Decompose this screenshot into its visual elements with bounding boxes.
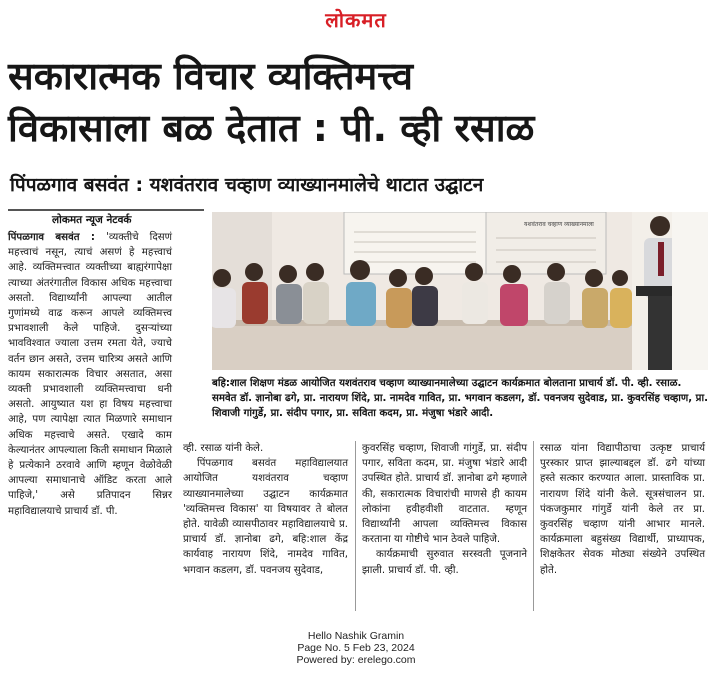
col1-text: 'व्यक्तीचे दिसणं महत्त्वाचं नसून, त्याचं असणं हे महत्त्वाचं आहे. व्यक्तिमत्त्वात व्यक्तीच्या बाह्यरंगापेक्षा त्याच्या अंतरंगातील विकास अधिक महत्त्वाचा असतो. विद्यार्थ्यांनी आपल्या आतील गुणांमध्ये वाढ करून आपले व्यक्तिमत्त्व प्रभावशाली केले पाहिजे. दुसऱ्यांच्या भावविश्वात ज्याला उत्तम रमता येते, ज्याचे वर्तन छान असते, उत्तम चारित्र्य असते आणि कायम सकारात्मक विचार असतात, असा व्यक्ती प्रभावशाली व्यक्तिमत्त्वाचा धनी असतो. आयुष्यात यश हा विषय महत्त्वाचा आहे, पण त्यापेक्षा त्यात मिळणारे समाधान अधिक महत्त्वाचे असते. एखादे काम केल्यानंतर आपल्याला किती समाधान मिळाले हे प्रत्येकाने ठरवावे आणि म्हणून वेळोवेळी आपल्या समाधानाचे ऑडिट करता आले पाहिजे,' असे प्रतिपादन सिन्नर महाविद्यालयाचे प्राचार्य डॉ. पी. [8, 232, 172, 517]
masthead-logo: लोकमत [325, 8, 387, 32]
article-column-1 [8, 230, 172, 519]
article-column-2 [183, 441, 348, 578]
article-column-4 [540, 441, 705, 578]
col2-paragraph-1: व्ही. रसाळ यांनी केले. [183, 443, 264, 454]
column-divider [533, 441, 534, 611]
col3-paragraph-1: कुवरसिंह चव्हाण, शिवाजी गांगुर्डे, प्रा. संदीप पगार, सविता कदम, प्रा. मंजुषा भंडारे आदी उपस्थित होते. प्राचार्य डॉ. ज्ञानोबा ढगे म्हणाले की, सकारात्मक विचारांची माणसे ही कायम लोकांना हवीहवीशी वाटतात. म्हणून विद्यार्थ्यांनी आपला व्यक्तिमत्त्व विकास करताना या गोष्टीचे भान ठेवले पाहिजे. [362, 443, 527, 546]
footer-page-date: Page No. 5 Feb 23, 2024 [297, 642, 415, 654]
col4-paragraph-1: रसाळ यांना विद्यापीठाचा उत्कृष्ट प्राचार्य पुरस्कार प्राप्त झाल्याबद्दल डॉ. ढगे यांच्या हस्ते सत्कार करण्यात आला. प्रास्ताविक प्रा. नारायण शिंदे यांनी केले. सूत्रसंचालन प्रा. पंकजकुमार गांगुर्डे यांनी केले तर प्रा. कुवरसिंह चव्हाण यांनी आभार मानले. कार्यक्रमाला बहुसंख्य विद्यार्थी, प्राध्यापक, शिक्षकेतर सेवक मोठ्या संख्येने उपस्थित होते. [540, 443, 705, 576]
newspaper-masthead [0, 6, 712, 33]
column-divider [355, 441, 356, 611]
dateline: पिंपळगाव बसवंत : [8, 232, 95, 243]
headline [8, 50, 708, 154]
headline-line-1: सकारात्मक विचार व्यक्तिमत्त्व [8, 54, 414, 98]
subheadline: पिंपळगाव बसवंत : यशवंतराव चव्हाण व्याख्यानमालेचे थाटात उद्घाटन [10, 174, 484, 196]
headline-line-2: विकासाला बळ देतात : पी. व्ही रसाळ [8, 106, 535, 150]
byline: लोकमत न्यूज नेटवर्क [52, 214, 132, 226]
col3-paragraph-2: कार्यक्रमाची सुरुवात सरस्वती पूजनाने झाली. प्राचार्य डॉ. पी. व्ही. [362, 549, 527, 576]
byline-rule [8, 209, 204, 211]
footer-powered-by: Powered by: erelego.com [296, 654, 416, 666]
article-column-3 [362, 441, 527, 578]
photo-caption: बहि:शाल शिक्षण मंडळ आयोजित यशवंतराव चव्हाण व्याख्यानमालेच्या उद्घाटन कार्यक्रमात बोलताना प्राचार्य डॉ. पी. व्ही. रसाळ. समवेत डॉ. ज्ञानोबा ढगे, प्रा. नारायण शिंदे, प्रा. नामदेव गावित, प्रा. भगवान कडलग, डॉ. पवनजय सुदेवाड, प्रा. कुवरसिंह चव्हाण, प्रा. शिवाजी गांगुर्डे, प्रा. संदीप पगार, प्रा. सविता कदम, प्रा. मंजुषा भंडारे आदी. [212, 378, 708, 419]
page-footer [0, 630, 712, 666]
event-photo [212, 212, 708, 370]
footer-edition: Hello Nashik Gramin [307, 630, 405, 642]
col2-paragraph-2: पिंपळगाव बसवंत महाविद्यालयात आयोजित यशवंतराव चव्हाण व्याख्यानमालेच्या उद्घाटन कार्यक्रमात 'व्यक्तिमत्त्व विकास' या विषयावर ते बोलत होते. यावेळी व्यासपीठावर महाविद्यालयाचे प्र. प्राचार्य डॉ. ज्ञानोबा ढगे, बहि:शाल केंद्र कार्यवाह नारायण शिंदे, नामदेव गावित, भगवान कडलग, डॉ. पवनजय सुदेवाड, [183, 458, 348, 576]
photo-banner-text: यशवंतराव चव्हाण व्याख्यानमाला [524, 221, 594, 228]
